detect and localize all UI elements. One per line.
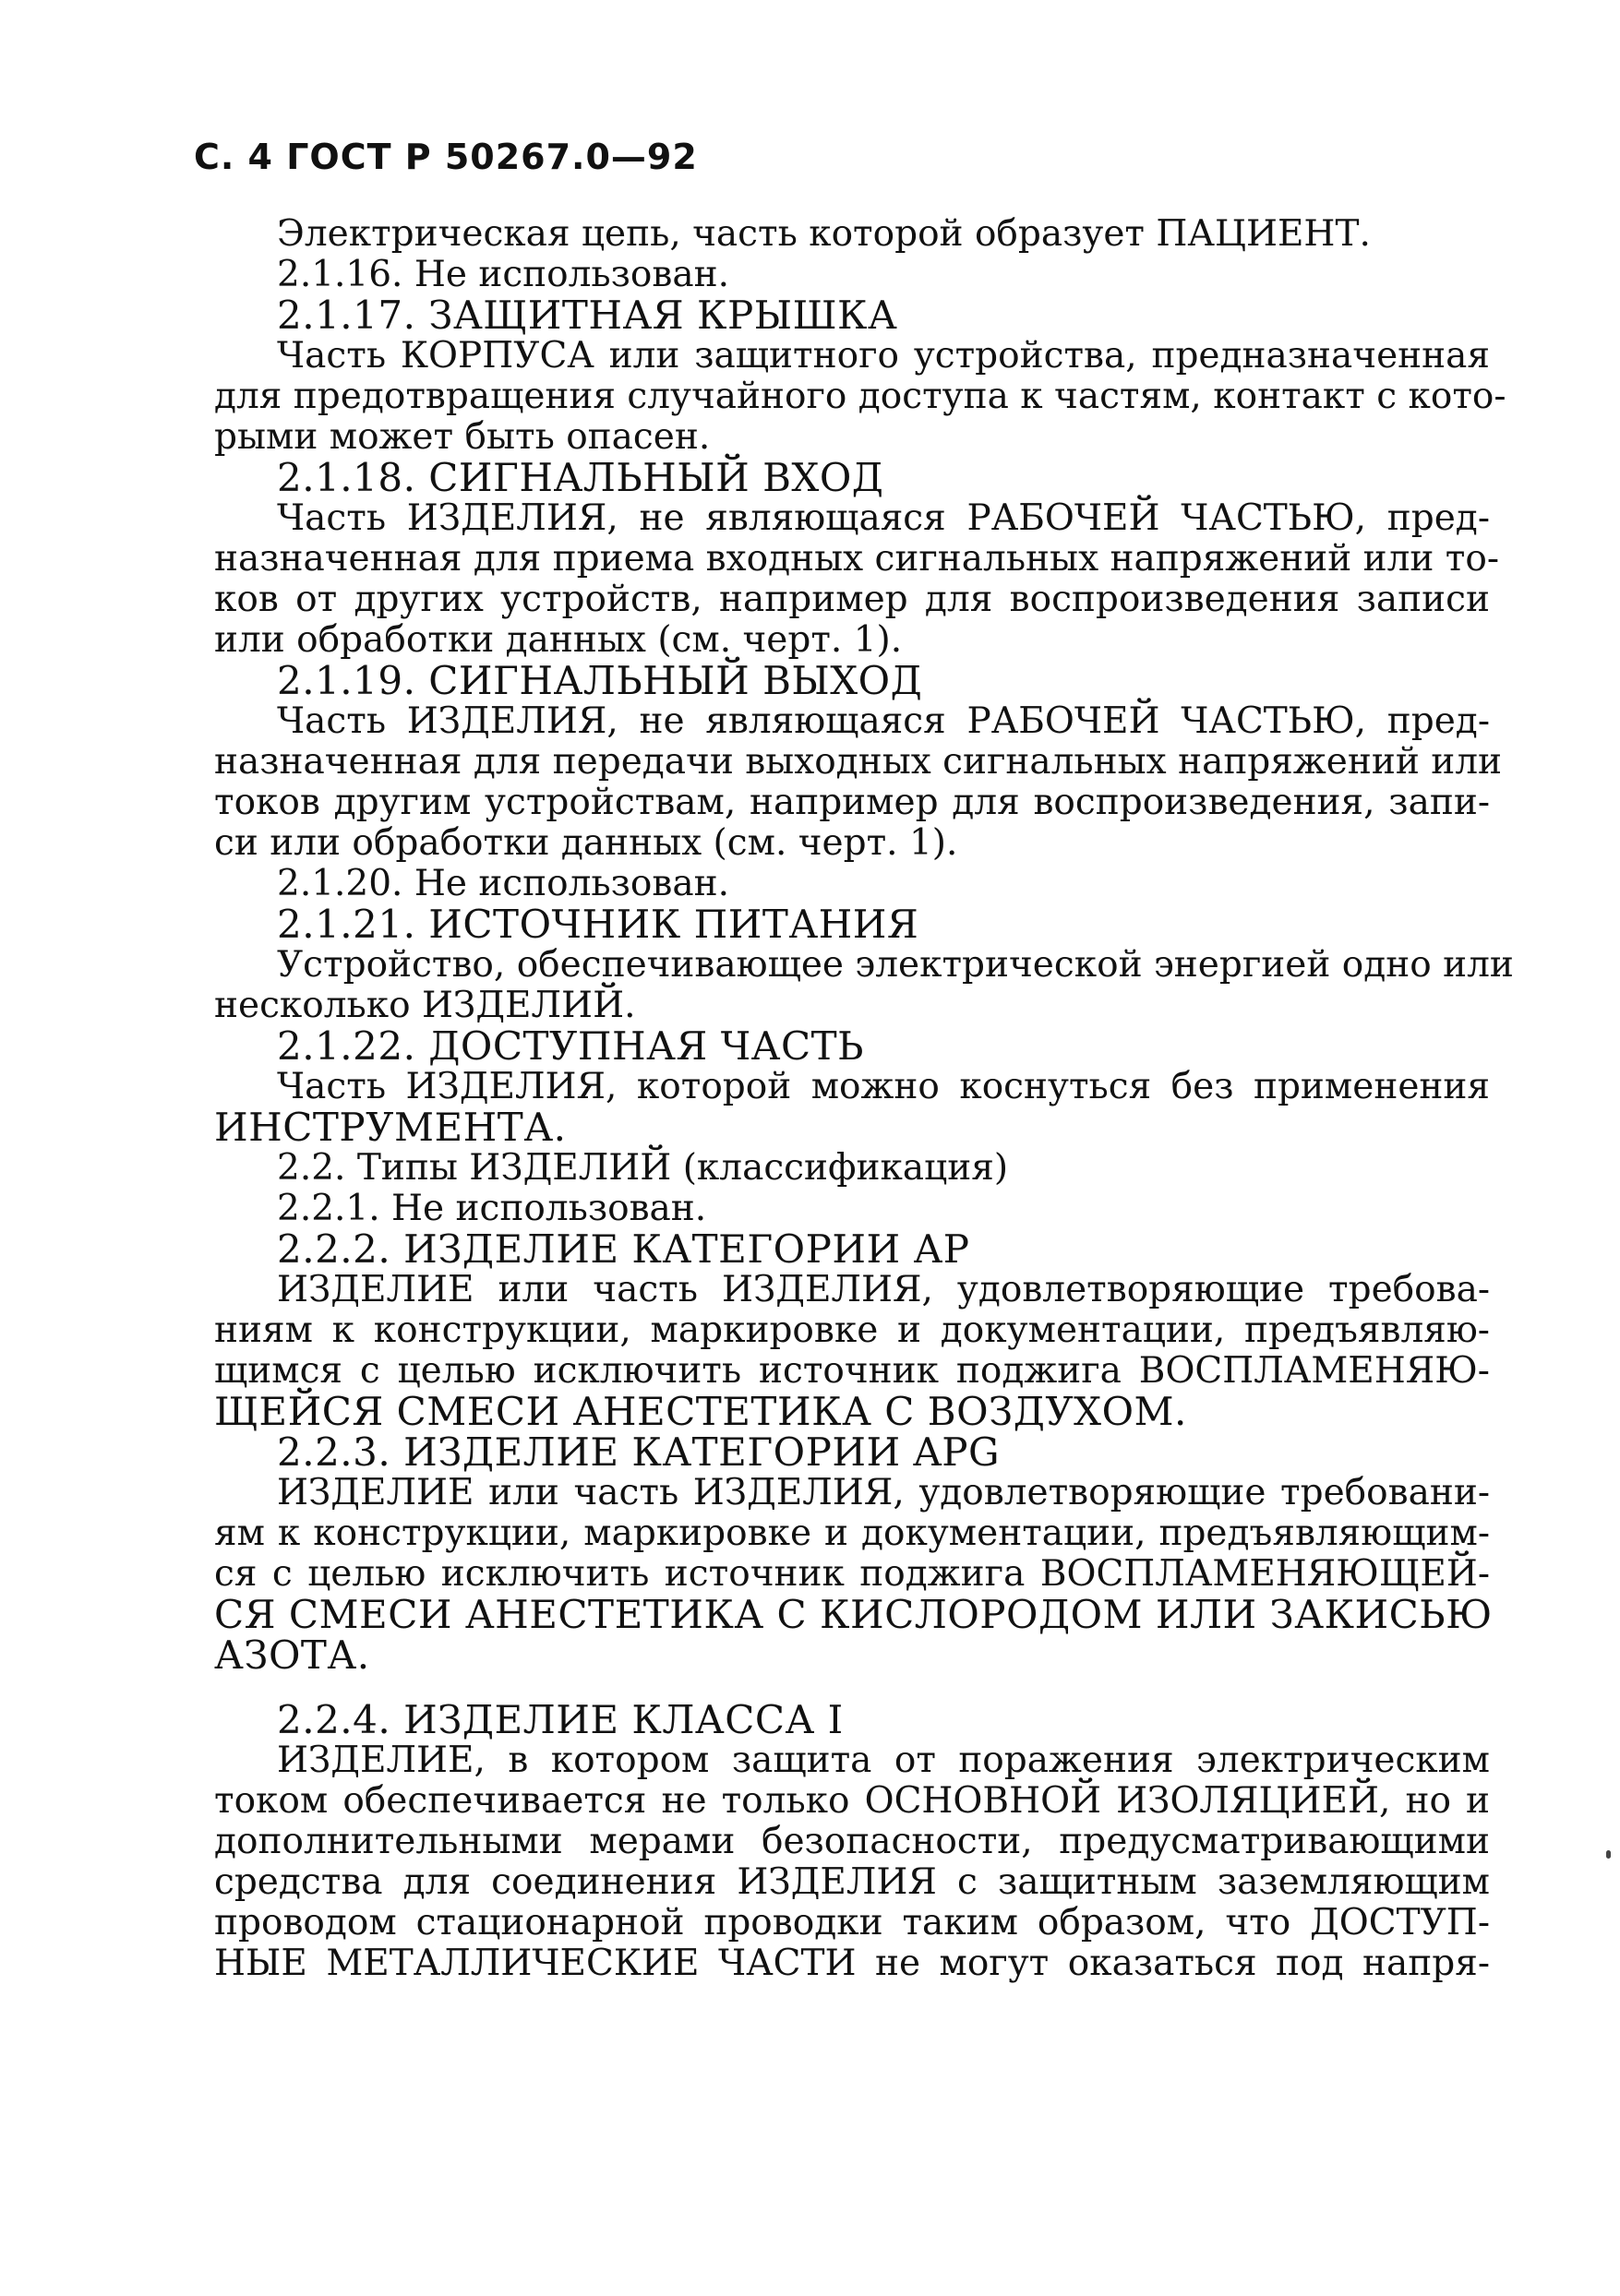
text-line: 2.1.16. Не использован. bbox=[277, 254, 729, 295]
text-line: 2.1.21. ИСТОЧНИК ПИТАНИЯ bbox=[277, 902, 919, 947]
text-line: ков от других устройств, например для воспроизведения записи bbox=[214, 579, 1490, 620]
text-line: си или обработки данных (см. черт. 1). bbox=[214, 822, 958, 864]
text-line: ЩЕЙСЯ СМЕСИ АНЕСТЕТИКА С ВОЗДУХОМ. bbox=[214, 1389, 1187, 1434]
text-line: 2.2.1. Не использован. bbox=[277, 1188, 707, 1229]
text-line: СЯ СМЕСИ АНЕСТЕТИКА С КИСЛОРОДОМ ИЛИ ЗАКИСЬЮ bbox=[214, 1592, 1493, 1637]
text-line: щимся с целью исключить источник поджига ВОСПЛАМЕНЯЮ- bbox=[214, 1350, 1490, 1392]
text-line: назначенная для приема входных сигнальных напряжений или то- bbox=[214, 538, 1500, 580]
text-line: дополнительными мерами безопасности, предусматривающими bbox=[214, 1821, 1490, 1862]
text-line: Устройство, обеспечивающее электрической энергией одно или bbox=[277, 944, 1514, 986]
text-line: Часть ИЗДЕЛИЯ, не являющаяся РАБОЧЕЙ ЧАСТЬЮ, пред- bbox=[277, 700, 1490, 742]
text-line: 2.2.2. ИЗДЕЛИЕ КАТЕГОРИИ АР bbox=[277, 1226, 970, 1272]
text-line: рыми может быть опасен. bbox=[214, 416, 711, 458]
text-line: 2.1.17. ЗАЩИТНАЯ КРЫШКА bbox=[277, 293, 898, 338]
text-line: 2.2. Типы ИЗДЕЛИЙ (классификация) bbox=[277, 1147, 1009, 1189]
text-line: Часть ИЗДЕЛИЯ, не являющаяся РАБОЧЕЙ ЧАСТЬЮ, пред- bbox=[277, 497, 1490, 539]
text-line: назначенная для передачи выходных сигнальных напряжений или bbox=[214, 741, 1502, 783]
text-line: ИЗДЕЛИЕ или часть ИЗДЕЛИЯ, удовлетворяющие требовани- bbox=[277, 1472, 1490, 1513]
text-line: средства для соединения ИЗДЕЛИЯ с защитным заземляющим bbox=[214, 1861, 1490, 1903]
text-line: АЗОТА. bbox=[214, 1632, 370, 1678]
text-line: Часть ИЗДЕЛИЯ, которой можно коснуться без применения bbox=[277, 1066, 1490, 1107]
text-line: 2.1.18. СИГНАЛЬНЫЙ ВХОД bbox=[277, 455, 884, 500]
text-line: токов другим устройствам, например для воспроизведения, запи- bbox=[214, 782, 1490, 823]
text-line: током обеспечивается не только ОСНОВНОЙ ИЗОЛЯЦИЕЙ, но и bbox=[214, 1780, 1490, 1822]
scan-speck bbox=[1606, 1850, 1611, 1859]
text-line: проводом стационарной проводки таким образом, что ДОСТУП- bbox=[214, 1902, 1490, 1943]
text-line: 2.2.4. ИЗДЕЛИЕ КЛАССА I bbox=[277, 1697, 844, 1742]
text-line: 2.1.22. ДОСТУПНАЯ ЧАСТЬ bbox=[277, 1023, 864, 1069]
text-line: ИЗДЕЛИЕ или часть ИЗДЕЛИЯ, удовлетворяющие требова- bbox=[277, 1269, 1490, 1310]
page-header: С. 4 ГОСТ Р 50267.0—92 bbox=[194, 137, 698, 177]
text-line: ИНСТРУМЕНТА. bbox=[214, 1105, 567, 1150]
text-line: для предотвращения случайного доступа к частям, контакт с кото- bbox=[214, 376, 1506, 417]
text-line: 2.1.19. СИГНАЛЬНЫЙ ВЫХОД bbox=[277, 658, 923, 703]
text-line: Часть КОРПУСА или защитного устройства, предназначенная bbox=[277, 335, 1490, 377]
document-body bbox=[214, 213, 1514, 1984]
text-line: несколько ИЗДЕЛИЙ. bbox=[214, 985, 636, 1026]
text-line: или обработки данных (см. черт. 1). bbox=[214, 619, 903, 661]
text-line: НЫЕ МЕТАЛЛИЧЕСКИЕ ЧАСТИ не могут оказаться под напря- bbox=[214, 1943, 1490, 1984]
text-line: 2.2.3. ИЗДЕЛИЕ КАТЕГОРИИ APG bbox=[277, 1429, 1001, 1475]
text-line: Электрическая цепь, часть которой образует ПАЦИЕНТ. bbox=[277, 213, 1371, 255]
text-line: ниям к конструкции, маркировке и документации, предъявляю- bbox=[214, 1309, 1490, 1351]
text-line: 2.1.20. Не использован. bbox=[277, 863, 729, 904]
text-line: ИЗДЕЛИЕ, в котором защита от поражения электрическим bbox=[277, 1740, 1490, 1781]
text-line: ям к конструкции, маркировке и документации, предъявляющим- bbox=[214, 1513, 1490, 1554]
text-line: ся с целью исключить источник поджига ВОСПЛАМЕНЯЮЩЕЙ- bbox=[214, 1553, 1490, 1595]
